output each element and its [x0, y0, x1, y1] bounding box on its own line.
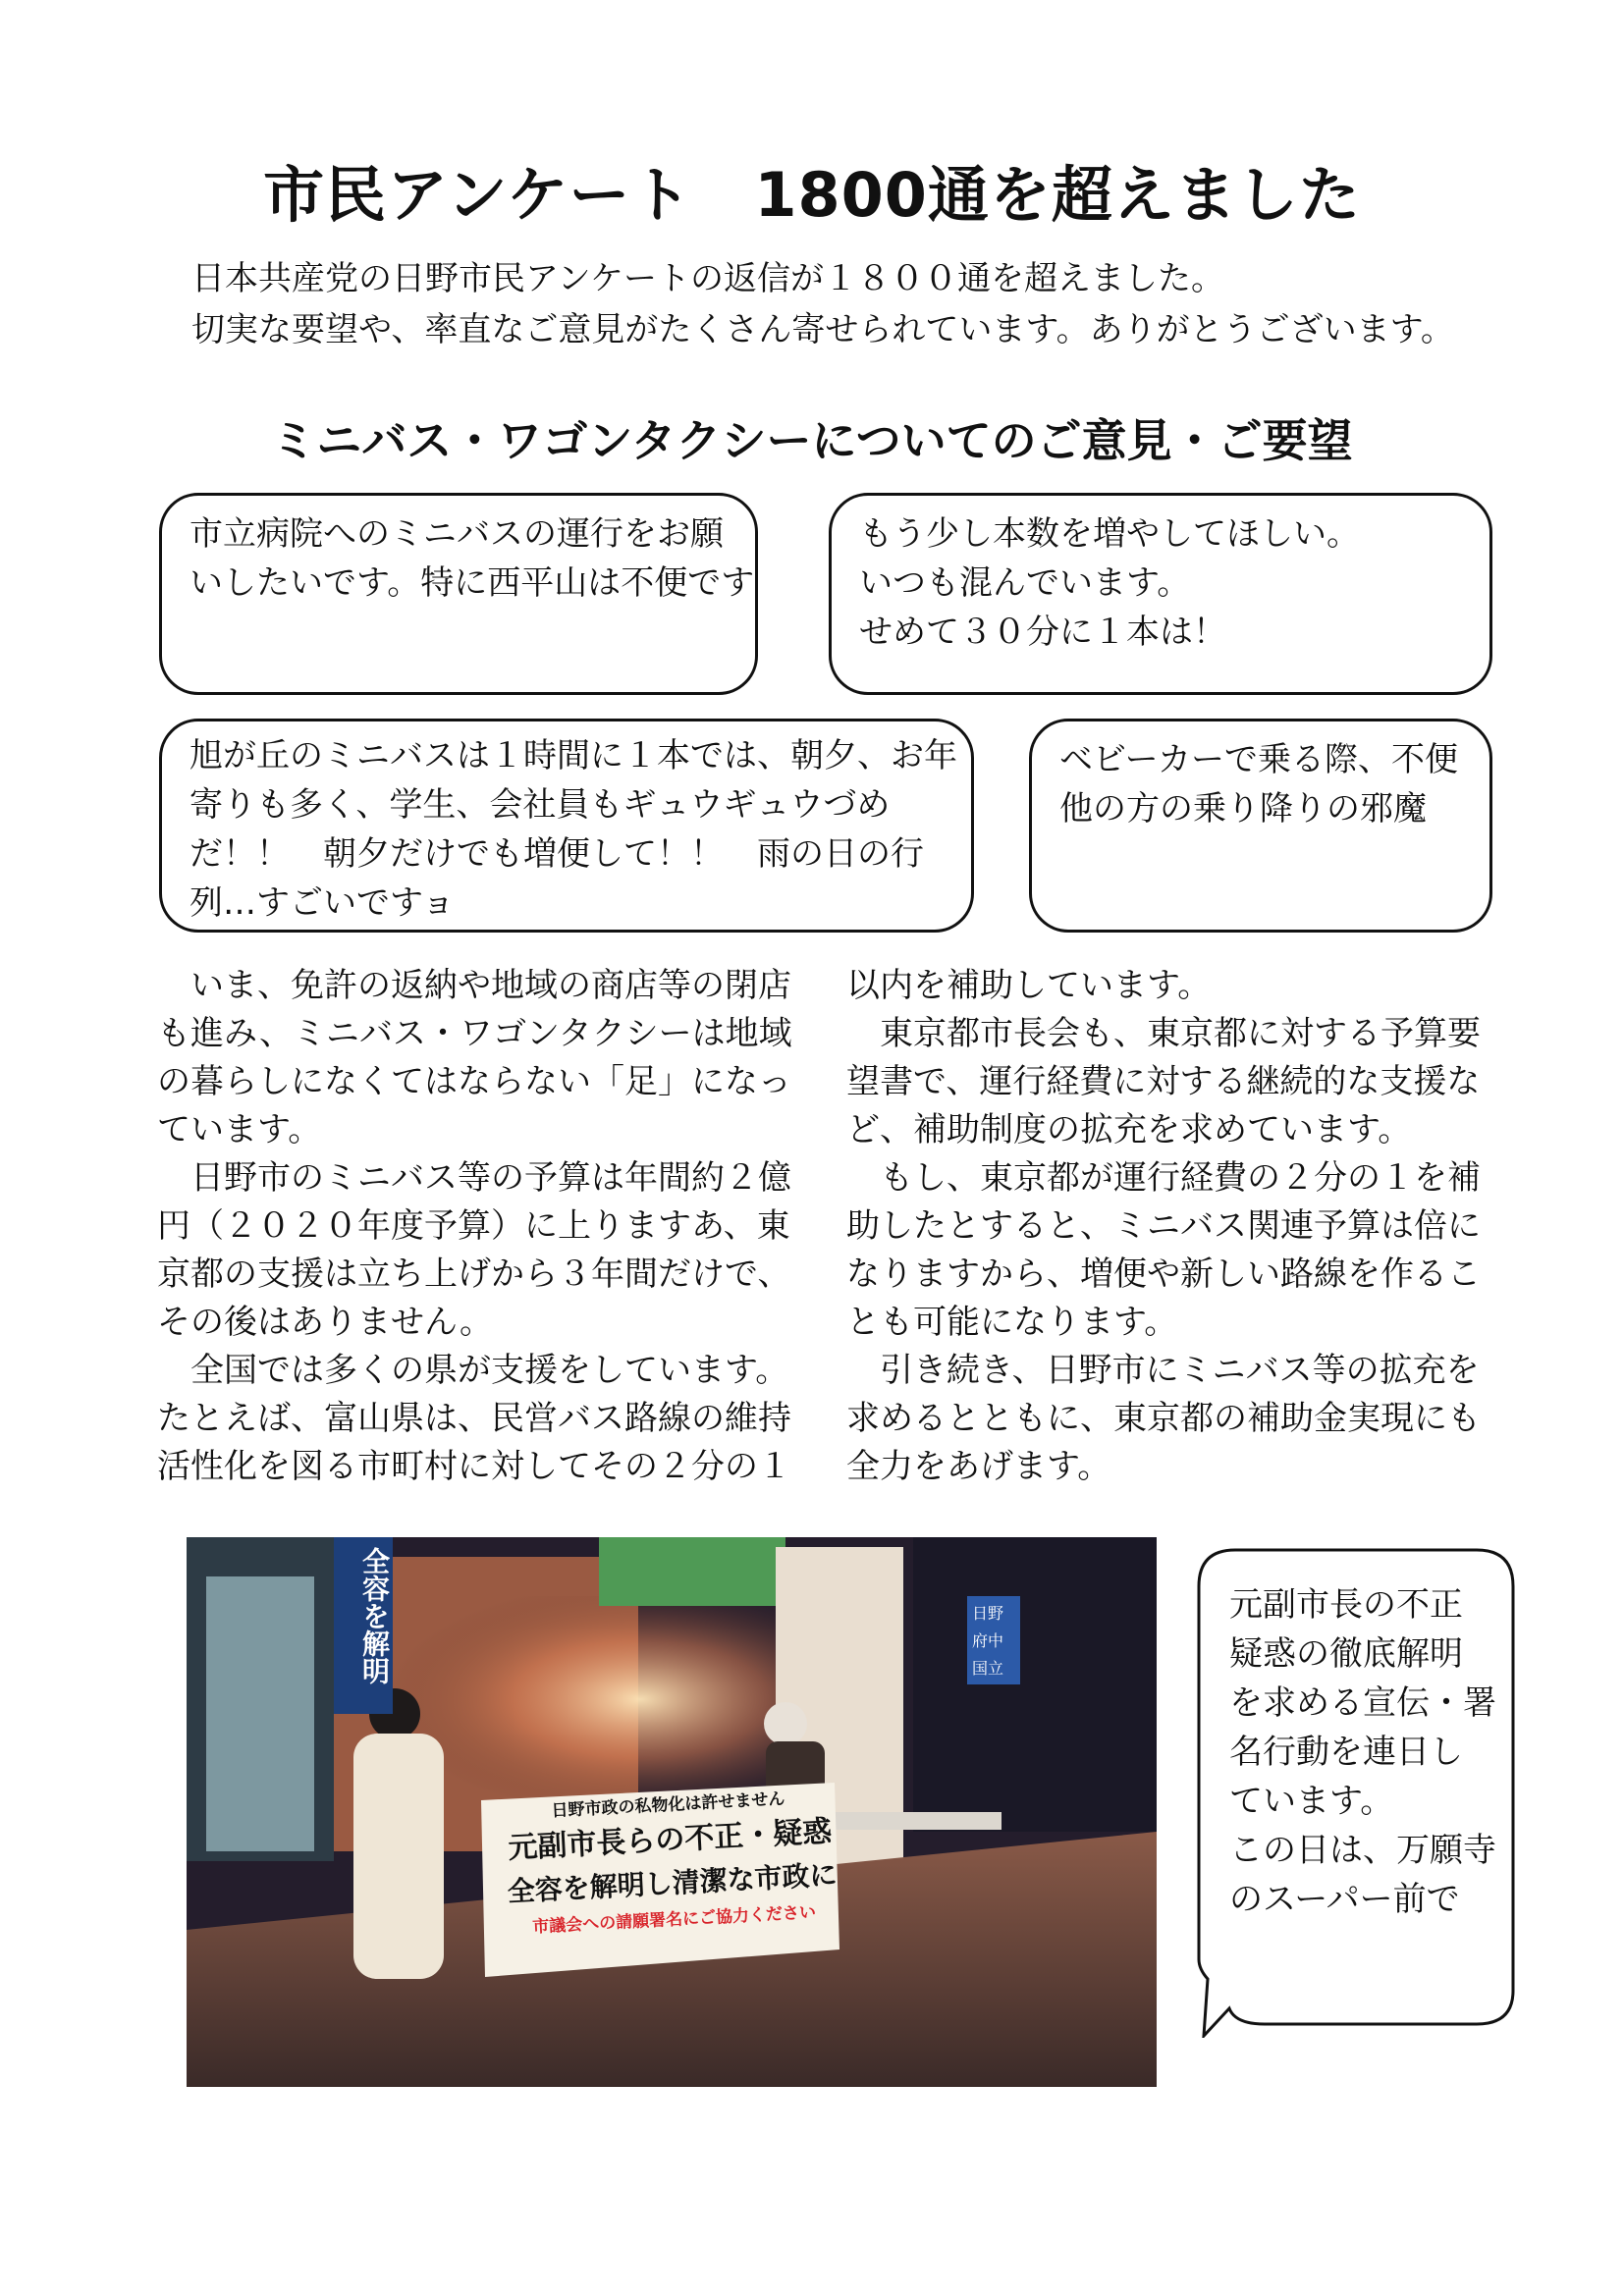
opinion-bubble — [159, 493, 758, 695]
page-title: 市民アンケート 1800通を超えました — [263, 159, 1361, 231]
opinion-line: もう少し本数を増やしてほしい。 — [859, 514, 1360, 554]
opinion-line: ベビーカーで乗る際、不便 — [1059, 740, 1458, 779]
intro-line: 日本共産党の日野市民アンケートの返信が１８００通を超えました。 — [191, 259, 1224, 298]
opinion-line: 他の方の乗り降りの邪魔 — [1059, 789, 1427, 828]
body-line: 京都の支援は立ち上げから３年間だけで、 — [157, 1255, 791, 1294]
body-line: いま、免許の返納や地域の商店等の閉店 — [157, 966, 791, 1005]
body-line: 全国では多くの県が支援をしています。 — [157, 1351, 789, 1390]
body-line: も進み、ミニバス・ワゴンタクシーは地域 — [157, 1014, 792, 1053]
banner-line: 全容を解明し清潔な市政に — [507, 1858, 839, 1908]
banner-line: 日野市政の私物化は許せません — [551, 1789, 785, 1822]
callout-line: 疑惑の徹底解明 — [1229, 1634, 1463, 1674]
banner-line: 市議会への請願署名にご協力ください — [531, 1902, 817, 1938]
opinion-line: 列…すごいですョ — [189, 883, 456, 923]
body-line: 東京都市長会も、東京都に対する予算要 — [846, 1014, 1481, 1053]
body-line: 活性化を図る市町村に対してその２分の１ — [157, 1447, 791, 1486]
street-campaign-photo — [187, 1537, 1157, 2087]
opinion-line: 旭が丘のミニバスは１時間に１本では、朝夕、お年 — [189, 736, 957, 775]
body-line: 円（２０２０年度予算）に上りますあ、東 — [157, 1206, 790, 1246]
body-line: なりますから、増便や新しい路線を作るこ — [846, 1255, 1481, 1294]
opinion-bubble — [1029, 719, 1492, 933]
callout-line: この日は、万願寺 — [1229, 1831, 1496, 1870]
opinion-line: 寄りも多く、学生、会社員もギュウギュウづめ — [189, 785, 891, 825]
callout-text — [1229, 1580, 1496, 1924]
body-line: の暮らしになくてはならない「足」になっ — [157, 1062, 791, 1101]
callout-line: 元副市長の不正 — [1229, 1585, 1463, 1625]
callout-line: ています。 — [1229, 1782, 1394, 1821]
body-line: 助したとすると、ミニバス関連予算は倍に — [846, 1206, 1481, 1246]
body-line: その後はありません。 — [157, 1303, 494, 1342]
body-line: 引き続き、日野市にミニバス等の拡充を — [846, 1351, 1480, 1390]
body-column-left — [157, 962, 792, 1491]
intro-text — [191, 253, 1454, 355]
opinion-bubble — [159, 719, 974, 933]
opinion-line: いつも混んでいます。 — [859, 563, 1191, 603]
body-column-right — [846, 962, 1481, 1491]
opinion-line: せめて３０分に１本は！ — [859, 613, 1226, 652]
opinion-line: だ！！ 朝夕だけでも増便して！！ 雨の日の行 — [189, 834, 924, 874]
body-line: 以内を補助しています。 — [846, 966, 1212, 1005]
vertical-sign-left: 全容を解明 — [358, 1547, 391, 1684]
opinion-bubble — [829, 493, 1492, 695]
callout-line: を求める宣伝・署 — [1229, 1683, 1496, 1723]
body-line: もし、東京都が運行経費の２分の１を補 — [846, 1158, 1481, 1198]
intro-line: 切実な要望や、率直なご意見がたくさん寄せられています。ありがとうございます。 — [191, 310, 1454, 349]
callout-line: のスーパー前で — [1229, 1880, 1460, 1919]
body-line: 日野市のミニバス等の予算は年間約２億 — [157, 1158, 791, 1198]
road-sign-line: 府中 — [972, 1631, 1004, 1650]
body-line: 望書で、運行経費に対する継続的な支援な — [846, 1062, 1481, 1101]
body-line: ています。 — [157, 1110, 322, 1149]
road-sign-line: 日野 — [972, 1604, 1004, 1623]
photo-caption-bubble — [1196, 1547, 1516, 2038]
callout-line: 名行動を連日し — [1229, 1733, 1463, 1772]
section-subtitle: ミニバス・ワゴンタクシーについてのご意見・ご要望 — [271, 414, 1353, 467]
body-line: たとえば、富山県は、民営バス路線の維持 — [157, 1399, 791, 1438]
body-line: ど、補助制度の拡充を求めています。 — [846, 1110, 1412, 1149]
road-sign-line: 国立 — [972, 1659, 1004, 1678]
body-line: とも可能になります。 — [846, 1303, 1178, 1342]
opinion-line: いしたいです。特に西平山は不便です — [189, 563, 755, 603]
body-line: 全力をあげます。 — [846, 1447, 1111, 1486]
body-line: 求めるとともに、東京都の補助金実現にも — [846, 1399, 1481, 1438]
protest-banner — [501, 1783, 841, 1944]
opinion-line: 市立病院へのミニバスの運行をお願 — [189, 514, 724, 554]
road-sign — [972, 1600, 1003, 1682]
banner-line: 元副市長らの不正・疑惑 — [507, 1814, 834, 1866]
